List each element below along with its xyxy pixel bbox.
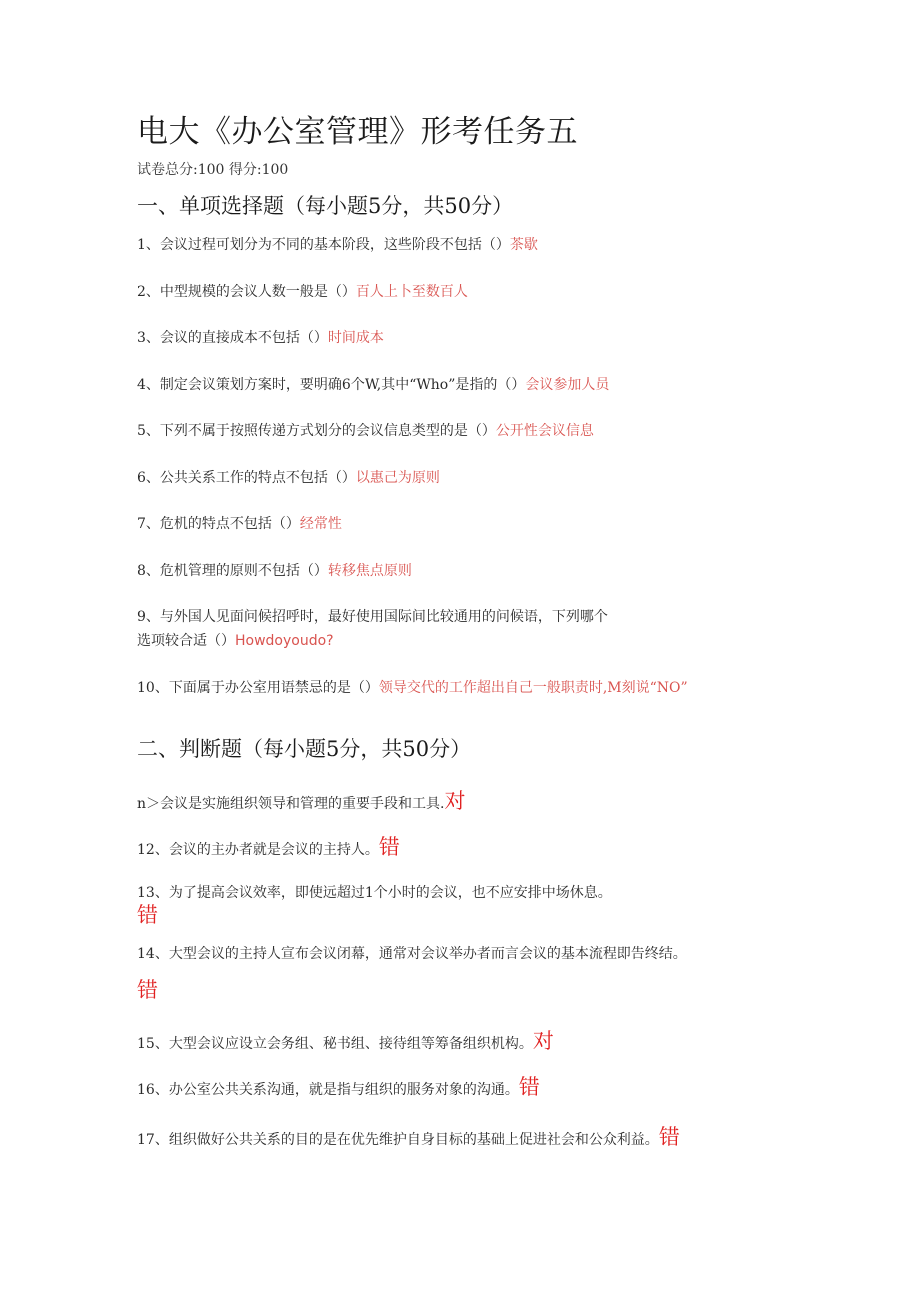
question-text: 17、组织做好公共关系的目的是在优先维护自身目标的基础上促进社会和公众利益。 <box>137 1132 659 1148</box>
question-text: 7、危机的特点不包括（） <box>137 516 300 532</box>
question-9 <box>137 606 608 628</box>
question-text: 3、会议的直接成本不包括（） <box>137 330 328 346</box>
question-text: 9、与外国人见面问候招呼时，最好使用国际间比较通用的问候语，下列哪个 <box>137 609 608 625</box>
answer-text: 百人上卜至数百人 <box>355 284 468 300</box>
question-2 <box>137 281 468 303</box>
answer-mark-14: 错 <box>137 978 158 1002</box>
question-text-cont: 选项较合适（） <box>137 633 235 649</box>
answer-mark-13: 错 <box>137 903 158 927</box>
question-9-cont <box>137 630 334 652</box>
question-text: 15、大型会议应设立会务组、秘书组、接待组等筹备组织机构。 <box>137 1036 533 1052</box>
answer-text: 转移焦点原则 <box>327 563 412 579</box>
question-12 <box>137 835 400 861</box>
question-text: 10、下面属于办公室用语禁忌的是（） <box>137 680 379 696</box>
question-11 <box>137 789 465 815</box>
question-7 <box>137 513 342 535</box>
question-14 <box>137 943 687 965</box>
answer-text: 以惠己为原则 <box>355 470 440 486</box>
answer-mark: 对 <box>532 1029 554 1053</box>
question-3 <box>137 327 384 349</box>
answer-mark: 错 <box>658 1125 680 1149</box>
question-4 <box>137 374 609 396</box>
question-text: 8、危机管理的原则不包括（） <box>137 563 328 579</box>
question-17 <box>137 1125 680 1151</box>
answer-text: 时间成本 <box>327 330 384 346</box>
question-text: 14、大型会议的主持人宣布会议闭幕，通常对会议举办者而言会议的基本流程即告终结。 <box>137 946 687 962</box>
question-6 <box>137 467 440 489</box>
score-line: 试卷总分:100 得分:100 <box>137 162 289 178</box>
section-heading-choice: 一、单项选择题（每小题5分，共50分） <box>137 194 514 218</box>
question-10 <box>137 677 688 699</box>
question-text: 5、下列不属于按照传递方式划分的会议信息类型的是（） <box>137 423 496 439</box>
section-heading-judgement: 二、判断题（每小题5分，共50分） <box>137 737 472 761</box>
question-text: 12、会议的主办者就是会议的主持人。 <box>137 842 379 858</box>
question-8 <box>137 560 412 582</box>
answer-text: 公开性会议信息 <box>495 423 594 439</box>
answer-text: 领导交代的工作超出自己一般职责时,M刻说“NO” <box>378 680 688 696</box>
question-13 <box>137 882 612 904</box>
answer-mark: 对 <box>444 789 466 813</box>
question-text: 4、制定会议策划方案时，要明确6个W,其中“Who”是指的（） <box>137 377 526 393</box>
question-15 <box>137 1029 554 1055</box>
question-text: 1、会议过程可划分为不同的基本阶段，这些阶段不包括（） <box>137 237 510 253</box>
question-16 <box>137 1075 540 1101</box>
question-text: 16、办公室公共关系沟通，就是指与组织的服务对象的沟通。 <box>137 1082 519 1098</box>
question-text: 2、中型规模的会议人数一般是（） <box>137 284 356 300</box>
answer-mark: 错 <box>378 835 400 859</box>
page-title: 电大《办公室管理》形考任务五 <box>137 114 578 150</box>
question-1 <box>137 234 538 256</box>
question-text: 6、公共关系工作的特点不包括（） <box>137 470 356 486</box>
answer-text: 茶歇 <box>509 237 538 253</box>
answer-text: 会议参加人员 <box>525 377 610 393</box>
answer-mark: 错 <box>518 1075 540 1099</box>
answer-text: 经常性 <box>299 516 342 532</box>
question-text: n＞会议是实施组织领导和管理的重要手段和工具. <box>137 796 445 812</box>
question-text: 13、为了提高会议效率，即使远超过1个小时的会议，也不应安排中场休息。 <box>137 885 612 901</box>
question-5 <box>137 420 594 442</box>
answer-text: Howdoyoudo? <box>235 633 334 649</box>
